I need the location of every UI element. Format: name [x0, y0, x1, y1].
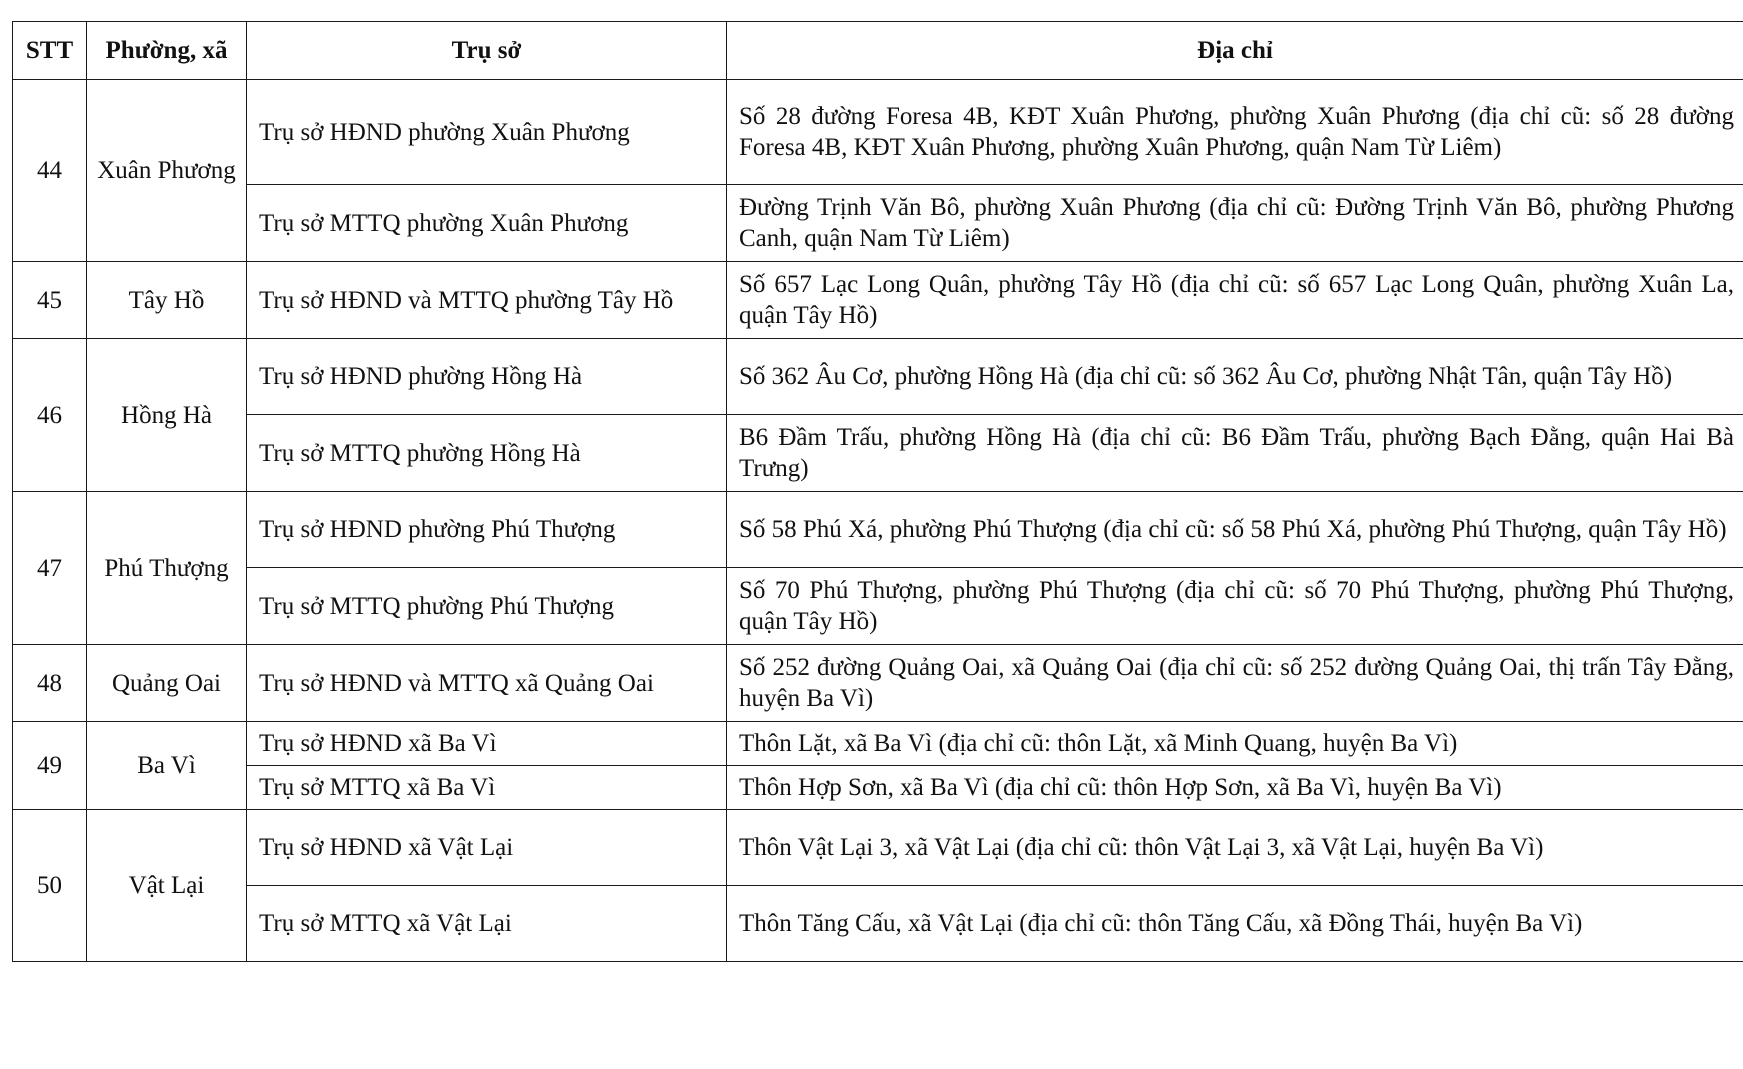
table-row	[13, 80, 1743, 185]
office-cell: Trụ sở HĐND xã Vật Lại	[247, 810, 727, 886]
address-cell: Thôn Lặt, xã Ba Vì (địa chỉ cũ: thôn Lặt, xã Minh Quang, huyện Ba Vì)	[727, 722, 1743, 766]
ward-cell: Xuân Phương	[87, 80, 247, 262]
header-ward: Phường, xã	[87, 22, 247, 80]
address-cell: Thôn Hợp Sơn, xã Ba Vì (địa chỉ cũ: thôn Hợp Sơn, xã Ba Vì, huyện Ba Vì)	[727, 766, 1743, 810]
ward-cell: Tây Hồ	[87, 262, 247, 339]
stt-cell: 49	[13, 722, 87, 810]
table-row	[13, 722, 1743, 766]
office-cell: Trụ sở HĐND và MTTQ xã Quảng Oai	[247, 645, 727, 722]
address-cell: B6 Đầm Trấu, phường Hồng Hà (địa chỉ cũ: B6 Đầm Trấu, phường Bạch Đằng, quận Hai Bà Trưng)	[727, 415, 1743, 492]
office-cell: Trụ sở MTTQ phường Phú Thượng	[247, 568, 727, 645]
address-cell: Thôn Tăng Cấu, xã Vật Lại (địa chỉ cũ: thôn Tăng Cấu, xã Đồng Thái, huyện Ba Vì)	[727, 886, 1743, 962]
ward-cell: Hồng Hà	[87, 339, 247, 492]
office-cell: Trụ sở MTTQ xã Vật Lại	[247, 886, 727, 962]
office-cell: Trụ sở MTTQ phường Hồng Hà	[247, 415, 727, 492]
table-row	[13, 339, 1743, 415]
office-cell: Trụ sở MTTQ xã Ba Vì	[247, 766, 727, 810]
ward-cell: Quảng Oai	[87, 645, 247, 722]
ward-cell: Vật Lại	[87, 810, 247, 962]
office-cell: Trụ sở HĐND và MTTQ phường Tây Hồ	[247, 262, 727, 339]
stt-cell: 45	[13, 262, 87, 339]
stt-cell: 48	[13, 645, 87, 722]
header-office: Trụ sở	[247, 22, 727, 80]
header-address: Địa chỉ	[727, 22, 1743, 80]
table-row	[13, 262, 1743, 339]
address-cell: Số 70 Phú Thượng, phường Phú Thượng (địa chỉ cũ: số 70 Phú Thượng, phường Phú Thượng, quận Tây Hồ)	[727, 568, 1743, 645]
address-cell: Số 28 đường Foresa 4B, KĐT Xuân Phương, phường Xuân Phương (địa chỉ cũ: số 28 đường Foresa 4B, KĐT Xuân Phương, phường Xuân Phương, quận Nam Từ Liêm)	[727, 80, 1743, 185]
address-cell: Số 58 Phú Xá, phường Phú Thượng (địa chỉ cũ: số 58 Phú Xá, phường Phú Thượng, quận Tây Hồ)	[727, 492, 1743, 568]
table-row	[13, 810, 1743, 886]
table-row	[13, 185, 1743, 262]
office-cell: Trụ sở HĐND phường Phú Thượng	[247, 492, 727, 568]
stt-cell: 47	[13, 492, 87, 645]
address-cell: Đường Trịnh Văn Bô, phường Xuân Phương (địa chỉ cũ: Đường Trịnh Văn Bô, phường Phương Canh, quận Nam Từ Liêm)	[727, 185, 1743, 262]
table-row	[13, 886, 1743, 962]
address-cell: Số 657 Lạc Long Quân, phường Tây Hồ (địa chỉ cũ: số 657 Lạc Long Quân, phường Xuân La, quận Tây Hồ)	[727, 262, 1743, 339]
office-cell: Trụ sở HĐND xã Ba Vì	[247, 722, 727, 766]
address-cell: Thôn Vật Lại 3, xã Vật Lại (địa chỉ cũ: thôn Vật Lại 3, xã Vật Lại, huyện Ba Vì)	[727, 810, 1743, 886]
address-cell: Số 252 đường Quảng Oai, xã Quảng Oai (địa chỉ cũ: số 252 đường Quảng Oai, thị trấn Tây Đằng, huyện Ba Vì)	[727, 645, 1743, 722]
header-stt: STT	[13, 22, 87, 80]
table-row	[13, 415, 1743, 492]
table-row	[13, 492, 1743, 568]
office-cell: Trụ sở HĐND phường Hồng Hà	[247, 339, 727, 415]
ward-cell: Phú Thượng	[87, 492, 247, 645]
stt-cell: 44	[13, 80, 87, 262]
office-cell: Trụ sở HĐND phường Xuân Phương	[247, 80, 727, 185]
table-row	[13, 766, 1743, 810]
stt-cell: 50	[13, 810, 87, 962]
stt-cell: 46	[13, 339, 87, 492]
address-cell: Số 362 Âu Cơ, phường Hồng Hà (địa chỉ cũ: số 362 Âu Cơ, phường Nhật Tân, quận Tây Hồ)	[727, 339, 1743, 415]
table-header-row	[13, 22, 1743, 80]
office-cell: Trụ sở MTTQ phường Xuân Phương	[247, 185, 727, 262]
office-address-table	[12, 21, 1743, 962]
table-row	[13, 645, 1743, 722]
ward-cell: Ba Vì	[87, 722, 247, 810]
table-row	[13, 568, 1743, 645]
